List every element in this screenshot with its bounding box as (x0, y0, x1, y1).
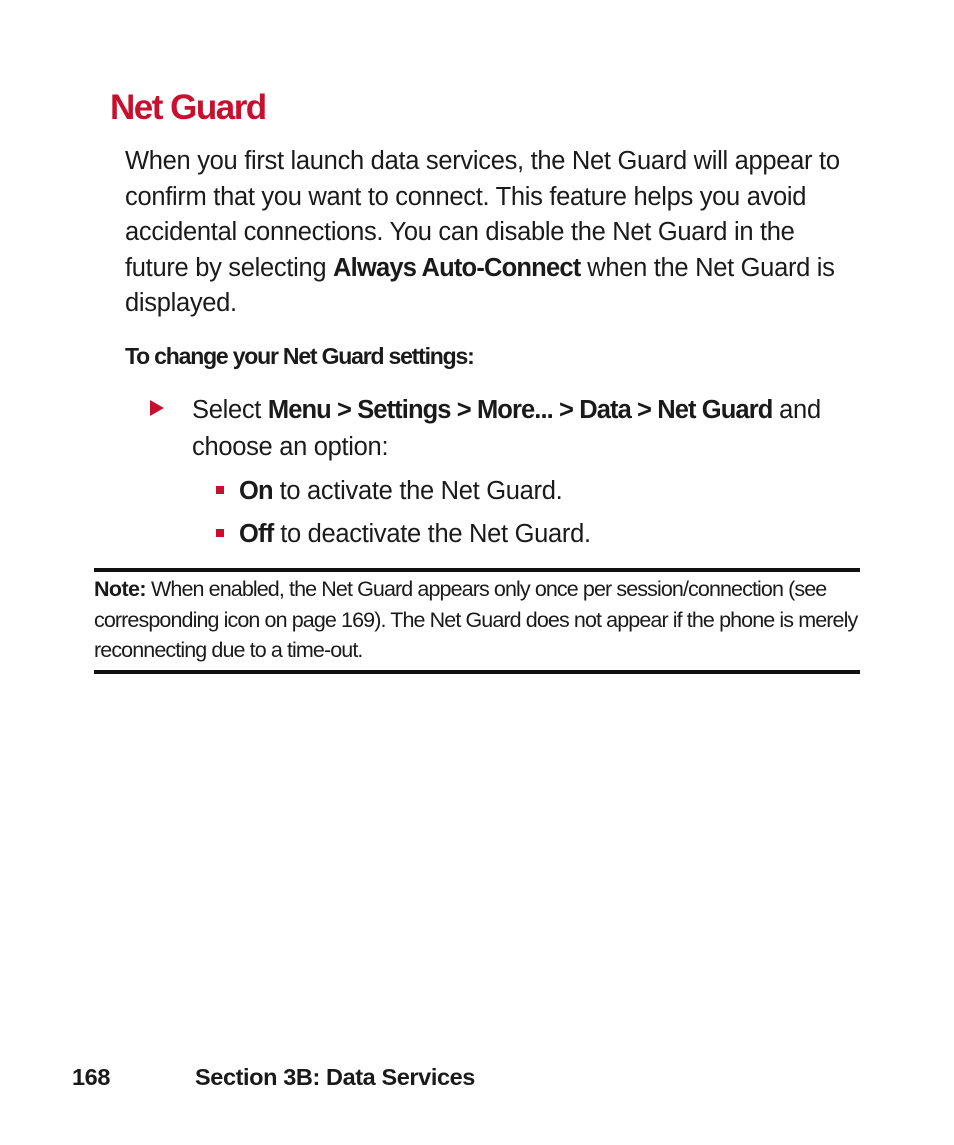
option-on-label: On (239, 477, 273, 505)
section-title: Section 3B: Data Services (195, 1064, 475, 1090)
option-off-label: Off (239, 520, 274, 548)
intro-text-before: When you first launch data services, the Net Guard will appear to confirm that you want to connect. This feature helps you avoid accidental connections. You can disable the Net Guard in the future by selecting (125, 147, 840, 282)
step-rest: and choose an option: (192, 396, 821, 461)
page-title: Net Guard (110, 88, 266, 127)
intro-paragraph (125, 144, 855, 322)
page-number: 168 (72, 1064, 111, 1090)
option-off (216, 518, 591, 550)
step-select-word: Select (192, 396, 268, 424)
note-top-rule (94, 568, 860, 572)
option-off-text: to deactivate the Net Guard. (273, 520, 591, 548)
always-auto-connect-label: Always Auto-Connect (333, 253, 581, 282)
triangle-bullet-icon (150, 400, 164, 416)
square-bullet-icon (216, 486, 224, 494)
note-text: When enabled, the Net Guard appears only once per session/connection (see corresponding icon on page 169). The Net Guard does not appear if the phone is merely reconnecting due to a time-out. (94, 577, 858, 662)
option-on-text: to activate the Net Guard. (272, 477, 563, 505)
step-instruction (150, 392, 855, 466)
intro-text-after: when the Net Guard is displayed. (125, 253, 835, 317)
instructions-subheading: To change your Net Guard settings: (125, 343, 474, 369)
square-bullet-icon (216, 529, 224, 537)
menu-path: Menu > Settings > More... > Data > Net Guard (267, 396, 773, 424)
note-label: Note: (94, 577, 146, 601)
step-text (192, 392, 855, 466)
note-box (94, 574, 860, 666)
option-on (216, 475, 562, 507)
note-bottom-rule (94, 670, 860, 674)
